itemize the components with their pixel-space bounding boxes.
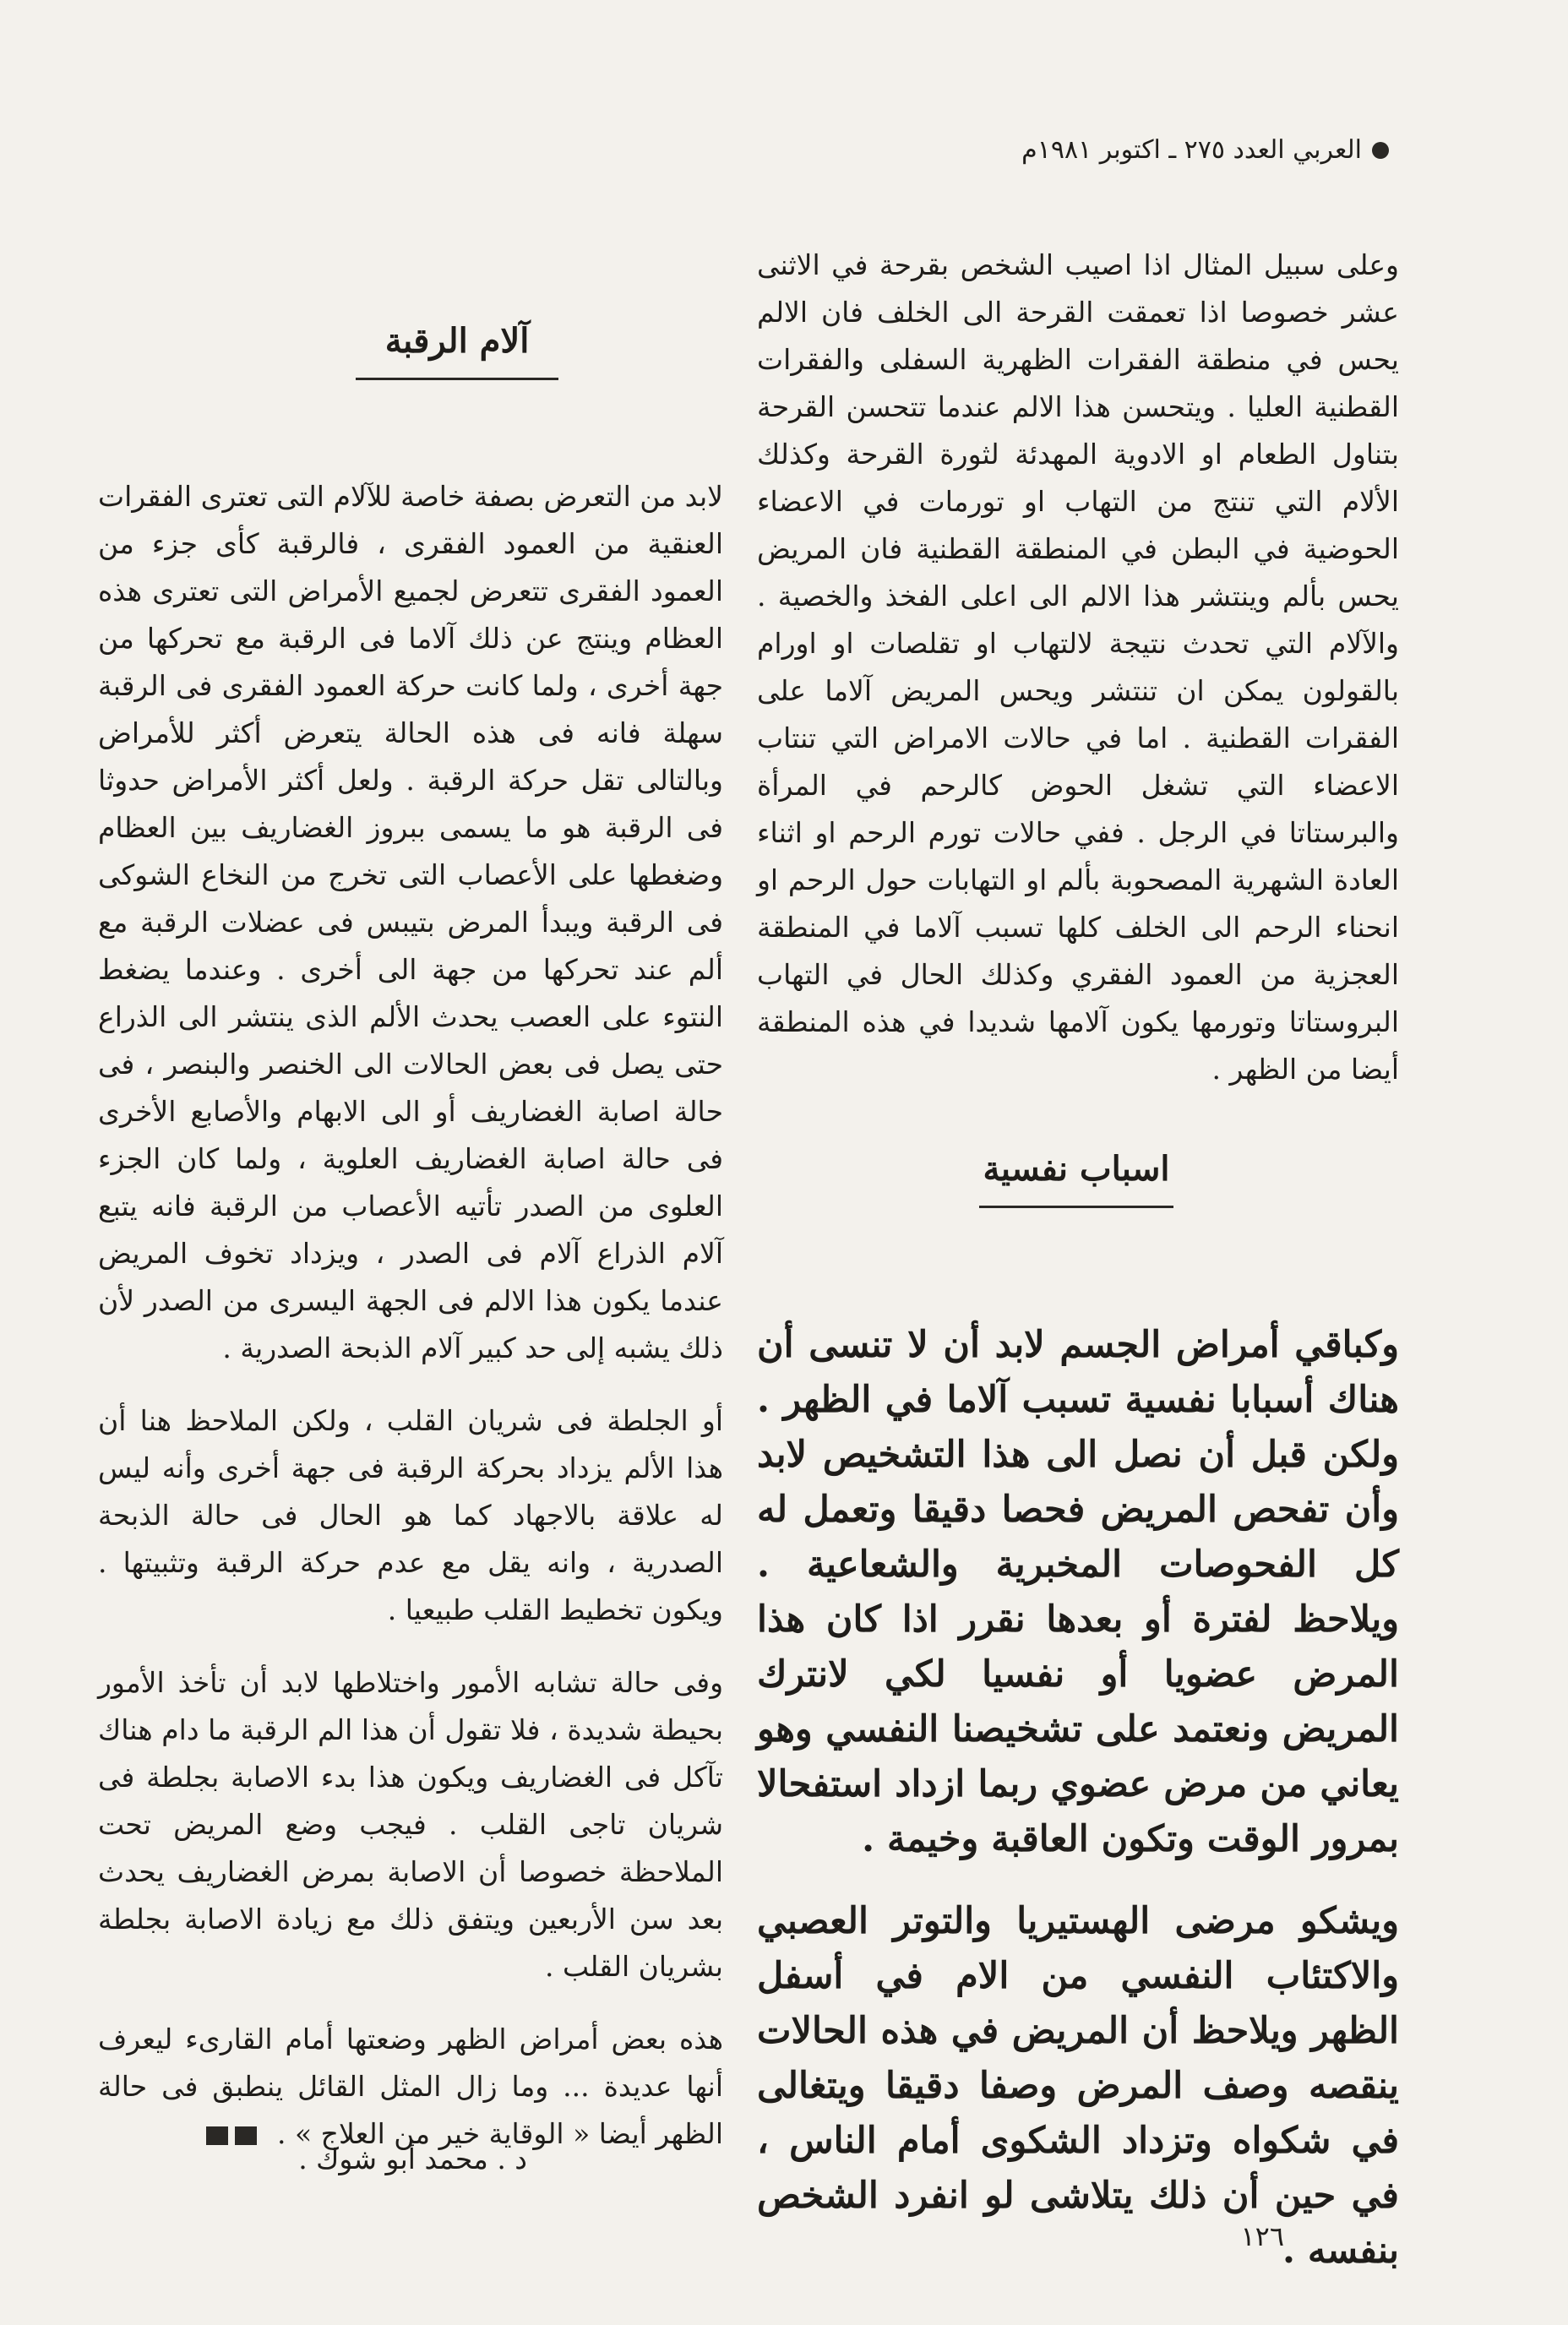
section-heading-psych bbox=[975, 1149, 1178, 1208]
page-number: ١٢٦ bbox=[1240, 2220, 1284, 2252]
right-column bbox=[757, 242, 1399, 1119]
end-square bbox=[206, 2126, 228, 2145]
section-title-neck: آلام الرقبة bbox=[384, 321, 530, 361]
neck-paragraph-4 bbox=[98, 2016, 723, 2158]
neck-paragraph-2: أو الجلطة فى شريان القلب ، ولكن الملاحظ هنا أن هذا الألم يزداد بحركة الرقبة فى جهة أخرى وأنه ليس له علاقة بالاجهاد كما هو الحال فى حالة الذبحة الصدرية ، وانه يقل مع عدم حركة الرقبة وتثبيتها . ويكون تخطيط القلب طبيعيا . bbox=[98, 1404, 723, 1626]
section-title-psych: اسباب نفسية bbox=[983, 1149, 1170, 1189]
neck-paragraph-3: وفى حالة تشابه الأمور واختلاطها لابد أن تأخذ الأمور بحيطة شديدة ، فلا تقول أن هذا الم الرقبة ما دام هناك تآكل فى الغضاريف ويكون هذا بدء الاصابة بجلطة فى شريان تاجى القلب . فيجب وضع المريض تحت الملاحظة خصوصا أن الاصابة بمرض الغضاريف يحدث بعد سن الأربعين ويتفق ذلك مع زيادة الاصابة بجلطة بشريان القلب . bbox=[98, 1666, 723, 1983]
section-title-rule bbox=[979, 1206, 1173, 1208]
end-square bbox=[235, 2126, 257, 2145]
neck-paragraph-4-text: هذه بعض أمراض الظهر وضعتها أمام القارىء ليعرف أنها عديدة ... وما زال المثل القائل ينطبق فى حالة الظهر أيضا « الوقاية خير من العلاج » . bbox=[98, 2023, 723, 2150]
author-signature: د . محمد أبو شوك . bbox=[298, 2143, 527, 2175]
right-intro-paragraph: وعلى سبيل المثال اذا اصيب الشخص بقرحة في الاثنى عشر خصوصا اذا تعمقت القرحة الى الخلف فان الالم يحس في منطقة الفقرات الظهرية السفلى والفقرات القطنية العليا . ويتحسن هذا الالم عندما تتحسن القرحة بتناول الطعام او الادوية المهدئة لثورة القرحة وكذلك الألام التي تنتج من التهاب او تورمات في الاعضاء الحوضية في البطن في المنطقة القطنية فان المريض يحس بألم وينتشر هذا الالم الى اعلى الفخذ والخصية . والآلام التي تحدث نتيجة لالتهاب او تقلصات او اورام بالقولون يمكن ان تنتشر ويحس المريض آلاما على الفقرات القطنية . اما في حالات الامراض التي تنتاب الاعضاء التي تشغل الحوض كالرحم في المرأة والبرستاتا في الرجل . ففي حالات تورم الرحم او اثناء العادة الشهرية المصحوبة بألم او التهابات حول الرحم او انحناء الرحم الى الخلف كلها تسبب آلاما في المنطقة العجزية من العمود الفقري وكذلك الحال في التهاب البروستاتا وتورمها يكون آلامها شديدا في هذه المنطقة أيضا من الظهر . bbox=[757, 248, 1399, 1086]
header-bullet-icon bbox=[1372, 142, 1389, 159]
running-header bbox=[1021, 135, 1389, 165]
psych-body bbox=[757, 1318, 1399, 2306]
psych-paragraph-1: وكباقي أمراض الجسم لابد أن لا تنسى أن هناك أسبابا نفسية تسبب آلاما في الظهر . ولكن قبل أن نصل الى هذا التشخيص لابد وأن تفحص المريض فحصا دقيقا وتعمل له كل الفحوصات المخبرية والشعاعية . ويلاحظ لفترة أو بعدها نقرر اذا كان هذا المرض عضويا أو نفسيا لكي لانترك المريض ونعتمد على تشخيصنا النفسي وهو يعاني من مرض عضوي ربما ازداد استفحالا بمرور الوقت وتكون العاقبة وخيمة . bbox=[757, 1324, 1399, 1860]
running-header-text: العربي العدد ٢٧٥ ـ اكتوبر ١٩٨١م bbox=[1021, 135, 1362, 165]
psych-paragraph-2: ويشكو مرضى الهستيريا والتوتر العصبي والاكتئاب النفسي من الام في أسفل الظهر ويلاحظ أن المريض في هذه الحالات ينقصه وصف المرض وصفا دقيقا ويتغالى في شكواه وتزداد الشكوى أمام الناس ، في حين أن ذلك يتلاشى لو انفرد الشخص بنفسه . bbox=[757, 1900, 1399, 2272]
section-title-rule bbox=[356, 378, 558, 380]
neck-paragraph-1: لابد من التعرض بصفة خاصة للآلام التى تعترى الفقرات العنقية من العمود الفقرى ، فالرقبة كأى جزء من العمود الفقرى تتعرض لجميع الأمراض التى تعترى هذه العظام وينتج عن ذلك آلاما فى الرقبة مع تحركها من جهة أخرى ، ولما كانت حركة العمود الفقرى فى الرقبة سهلة فانه فى هذه الحالة يتعرض أكثر للأمراض وبالتالى تقل حركة الرقبة . ولعل أكثر الأمراض حدوثا فى الرقبة هو ما يسمى ببروز الغضاريف بين العظام وضغطها على الأعصاب التى تخرج من النخاع الشوكى فى الرقبة ويبدأ المرض بتيبس فى عضلات الرقبة مع ألم عند تحركها من جهة الى أخرى . وعندما يضغط النتوء على العصب يحدث الألم الذى ينتشر الى الذراع حتى يصل فى بعض الحالات الى الخنصر والبنصر ، فى حالة اصابة الغضاريف أو الى الابهام والأصابع الأخرى فى حالة اصابة الغضاريف العلوية ، ولما كان الجزء العلوى من الصدر تأتيه الأعصاب من الرقبة فانه يتبع آلام الذراع آلام فى الصدر ، ويزداد تخوف المريض عندما يكون هذا الالم فى الجهة اليسرى من الصدر لأن ذلك يشبه إلى حد كبير آلام الذبحة الصدرية . bbox=[98, 480, 723, 1364]
end-of-article-icon bbox=[206, 2126, 257, 2145]
left-column bbox=[98, 473, 723, 2183]
section-heading-neck bbox=[351, 321, 563, 380]
